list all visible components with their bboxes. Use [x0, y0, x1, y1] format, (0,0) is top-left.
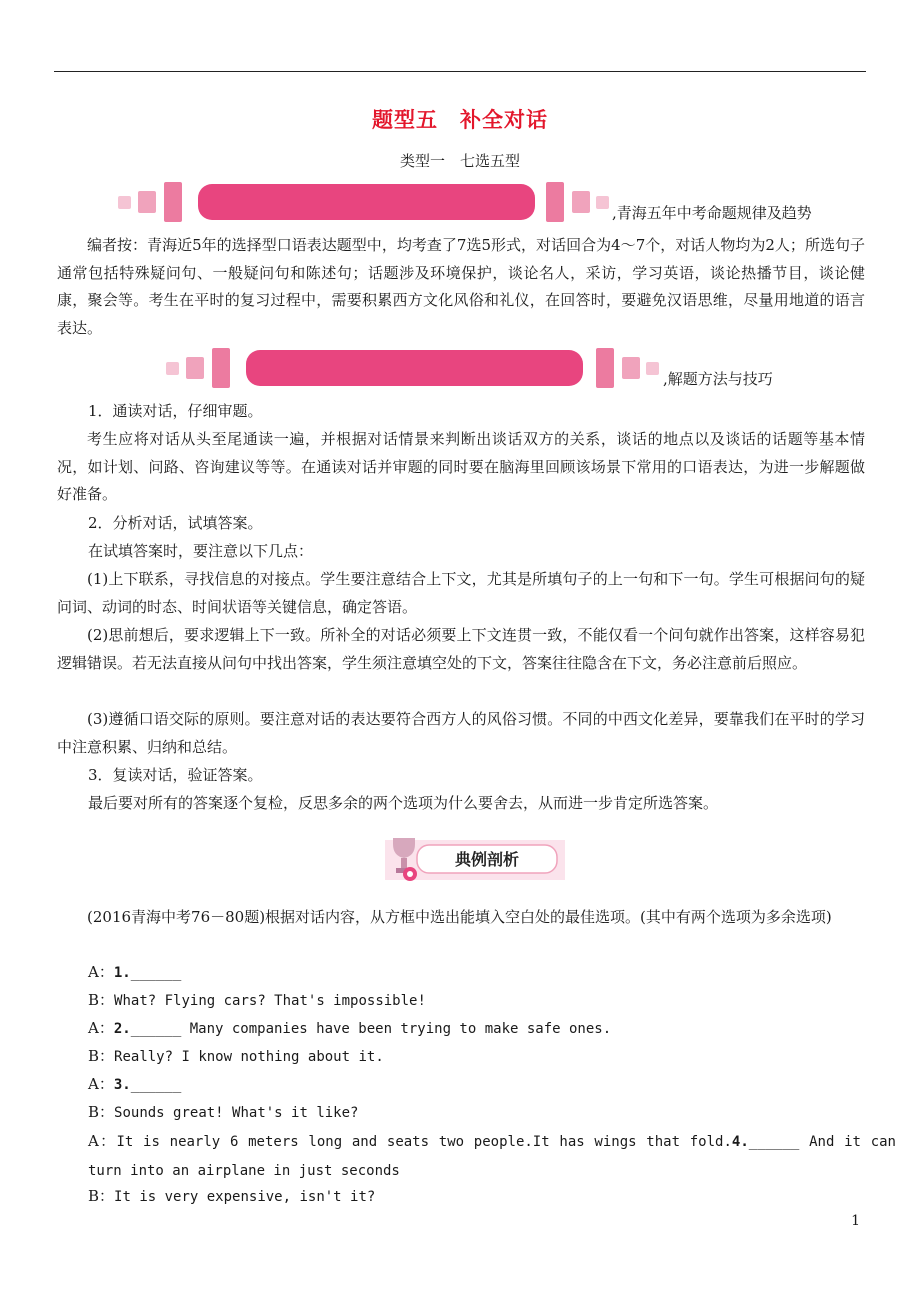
editor-note: 编者按：青海近5年的选择型口语表达题型中，均考查了7选5形式，对话回合为4～7个，对话人物均为2人；所选句子通常包括特殊疑问句、一般疑问句和陈述句；话题涉及环境保护，谈论名人，采访，学习英语，谈论热播节目，谈论健康，聚会等。考生在平时的复习过程中，需要积累西方文化风俗和礼仪，在回答时，要避免汉语思维，尽量用地道的语言表达。: [57, 236, 865, 337]
speaker: A：: [88, 963, 114, 981]
answer-blank[interactable]: ______: [130, 1077, 182, 1093]
question-intro: (2016青海中考76－80题)根据对话内容，从方框中选出能填入空白处的最佳选项。(其中有两个选项为多余选项): [87, 908, 832, 926]
step3-title: 3．复读对话，验证答案。: [88, 766, 263, 784]
answer-blank[interactable]: ______: [130, 965, 182, 981]
dialogue-line-long: [57, 1127, 905, 1185]
soccer-ball-icon: [403, 867, 417, 881]
speaker: B：: [88, 1103, 115, 1121]
speaker: B：: [88, 991, 115, 1009]
blank-number: 1.: [113, 965, 131, 981]
dialogue-text: Many companies have been trying to make safe ones.: [181, 1021, 612, 1037]
banner-caption-trends: ,青海五年中考命题规律及趋势: [612, 204, 812, 222]
step2-point2: (2)思前想后，要求逻辑上下一致。所补全的对话必须要上下文连贯一致，不能仅看一个问句就作出答案，这样容易犯逻辑错误。若无法直接从问句中找出答案，学生须注意填空处的下文，答案往往隐含在下文，务必注意前后照应。: [57, 626, 865, 672]
dialogue-text: Really? I know nothing about it.: [114, 1049, 384, 1065]
answer-blank[interactable]: ______: [130, 1021, 182, 1037]
step2-point1: (1)上下联系，寻找信息的对接点。学生要注意结合上下文，尤其是所填句子的上一句和下一句。学生可根据问句的疑问词、动词的时态、时间状语等关键信息，确定答语。: [57, 570, 865, 616]
blank-number: 3.: [113, 1077, 131, 1093]
dialogue-text: And it can turn into an airplane in just seconds: [88, 1134, 905, 1179]
step2-title: 2．分析对话，试填答案。: [88, 514, 263, 532]
blank-number: 2.: [113, 1021, 131, 1037]
dialogue-line: [57, 1043, 896, 1072]
speaker: B：: [88, 1047, 115, 1065]
section-banner-trends: [118, 182, 618, 222]
dialogue-line: [57, 987, 896, 1016]
badge-label: 典例剖析: [454, 850, 520, 869]
page-subtitle: 类型一 七选五型: [399, 152, 520, 170]
dialogue-line: [57, 1015, 896, 1044]
dialogue-text: It is very expensive, isn't it?: [114, 1189, 376, 1205]
speaker: B：: [88, 1187, 115, 1205]
speaker: A：: [88, 1019, 114, 1037]
dialogue-text: Sounds great! What's it like?: [114, 1105, 359, 1121]
speaker: A：: [88, 1075, 114, 1093]
step2-intro: 在试填答案时，要注意以下几点：: [88, 542, 314, 560]
page-title: 题型五 补全对话: [372, 107, 548, 132]
step2-point3: (3)遵循口语交际的原则。要注意对话的表达要符合西方人的风俗习惯。不同的中西文化差异，要靠我们在平时的学习中注意积累、归纳和总结。: [57, 710, 865, 756]
blank-number: 4.: [731, 1134, 749, 1150]
dialogue-text: What? Flying cars? That's impossible!: [114, 993, 426, 1009]
dialogue-line: [57, 1183, 896, 1212]
typical-example-badge: [383, 832, 567, 886]
dialogue-line: [57, 1071, 896, 1100]
answer-blank[interactable]: ______: [748, 1134, 800, 1150]
speaker: A：: [88, 1132, 117, 1150]
badge-graphic: [383, 832, 567, 886]
banner-caption-methods: ,解题方法与技巧: [663, 370, 773, 388]
dialogue-text: It is nearly 6 meters long and seats two people.It has wings that fold.: [116, 1134, 732, 1150]
section-banner-methods: [166, 348, 666, 388]
step1-body: 考生应将对话从头至尾通读一遍，并根据对话情景来判断出谈话双方的关系，谈话的地点以及谈话的话题等基本情况，如计划、问路、咨询建议等等。在通读对话并审题的同时要在脑海里回顾该场景下常用的口语表达，为进一步解题做好准备。: [57, 430, 865, 503]
step3-body: 最后要对所有的答案逐个复检，反思多余的两个选项为什么要舍去，从而进一步肯定所选答案。: [88, 794, 719, 812]
header-rule: [54, 71, 866, 72]
dialogue-line: [57, 1099, 896, 1128]
step1-title: 1．通读对话，仔细审题。: [88, 402, 263, 420]
dialogue-line: [57, 959, 896, 988]
page-number: 1: [851, 1213, 860, 1229]
